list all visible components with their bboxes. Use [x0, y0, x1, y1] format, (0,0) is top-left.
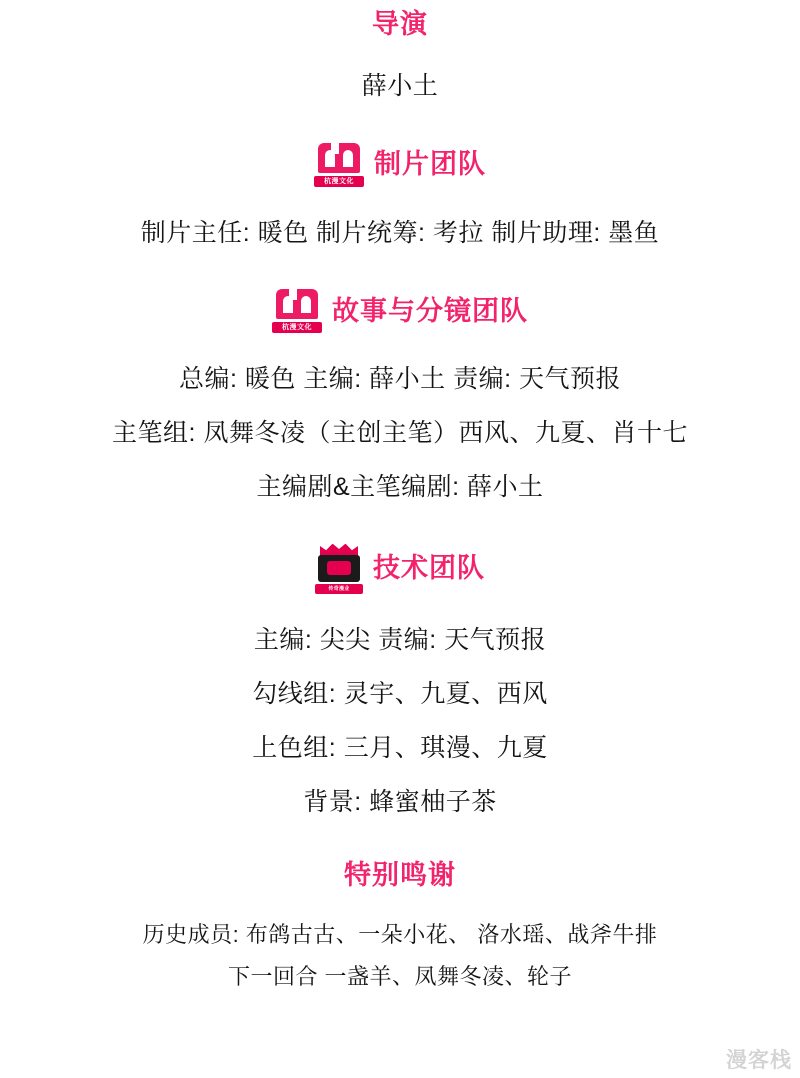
credit-line: 背景: 蜂蜜柚子茶	[303, 788, 497, 817]
studio-logo-caption: 传奇漫业	[315, 584, 363, 594]
credit-line: 下一回合 一盏羊、凤舞冬凌、轮子	[227, 963, 573, 989]
credit-line: 制片主任: 暖色 制片统筹: 考拉 制片助理: 墨鱼	[140, 218, 660, 247]
credit-line: 上色组: 三月、琪漫、九夏	[252, 734, 548, 763]
studio-logo-caption: 杭漫文化	[272, 322, 322, 333]
credit-line: 勾线组: 灵宇、九夏、西风	[252, 679, 548, 708]
credit-line: 总编: 暖色 主编: 薛小土 责编: 天气预报	[178, 364, 622, 393]
studio-logo-icon	[272, 289, 322, 333]
section-heading-technical	[0, 544, 800, 594]
studio-logo-icon	[315, 544, 363, 594]
credit-line: 主笔组: 凤舞冬凌（主创主笔）西风、九夏、肖十七	[112, 419, 688, 448]
section-title: 制片团队	[374, 149, 486, 180]
section-heading-special-thanks	[0, 859, 800, 891]
credit-line: 薛小土	[361, 72, 439, 101]
section-heading-director	[0, 8, 800, 40]
section-title: 特别鸣谢	[344, 859, 456, 890]
studio-logo-icon	[314, 143, 364, 187]
credit-line: 历史成员: 布鸽古古、一朵小花、 洛水瑶、战斧牛排	[142, 922, 658, 948]
section-title: 技术团队	[373, 553, 485, 584]
studio-logo-caption: 杭漫文化	[314, 176, 364, 187]
section-title: 故事与分镜团队	[332, 295, 528, 326]
section-title: 导演	[372, 9, 428, 39]
section-heading-story	[0, 289, 800, 333]
section-heading-production	[0, 143, 800, 187]
credit-line: 主编: 尖尖 责编: 天气预报	[253, 625, 547, 654]
credit-line: 主编剧&主笔编剧: 薛小土	[256, 473, 544, 502]
watermark: 漫客栈	[726, 1049, 792, 1072]
